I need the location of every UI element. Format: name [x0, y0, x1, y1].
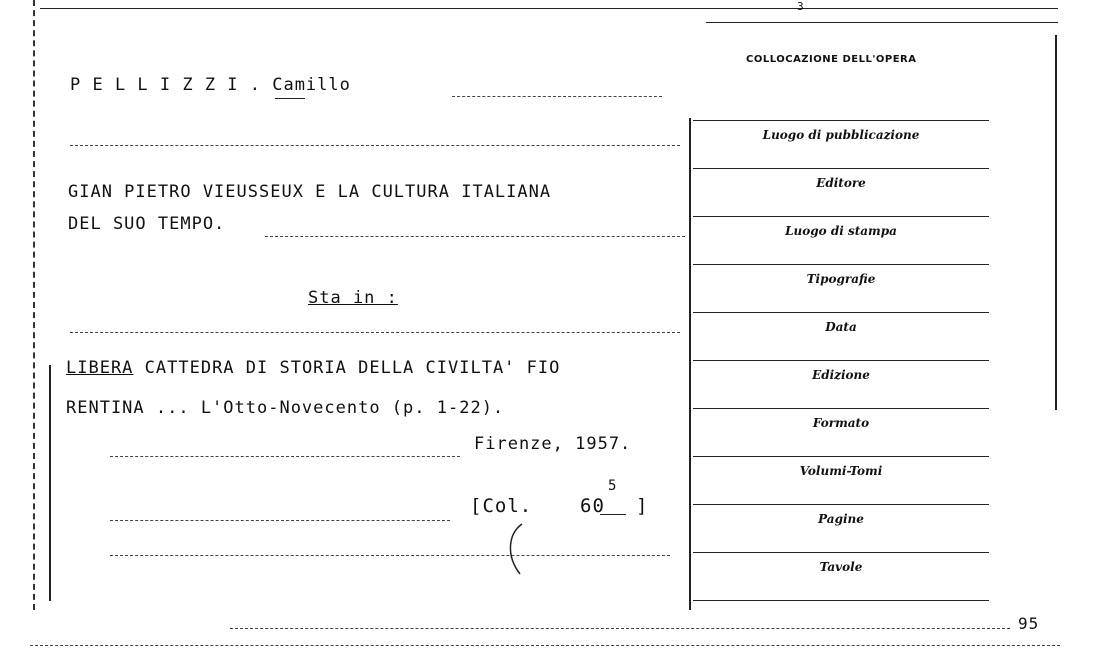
- bottom-border: [30, 645, 1060, 646]
- field-rule: [693, 504, 989, 505]
- page-number: 95: [1018, 614, 1040, 633]
- collocation-open: [Col.: [470, 495, 533, 517]
- title-line-2: DEL SUO TEMPO.: [68, 214, 226, 234]
- place-dash: [110, 456, 460, 457]
- author-underline: [275, 98, 305, 99]
- field-label: Luogo di stampa: [785, 224, 897, 238]
- field-label: Luogo di pubblicazione: [762, 128, 920, 142]
- field-rule: [693, 408, 989, 409]
- collocation-number: 60: [580, 495, 605, 517]
- field-rule: [693, 312, 989, 313]
- field-rule: [693, 552, 989, 553]
- field-rule: [693, 360, 989, 361]
- right-border: [1055, 35, 1057, 410]
- top-border: [40, 8, 1058, 9]
- sep-line-1: [70, 145, 680, 146]
- bottom-dots: [230, 628, 1010, 629]
- left-punch-edge: [33, 0, 35, 610]
- field-label: Formato: [812, 416, 870, 430]
- source-line-1-rest: CATTEDRA DI STORIA DELLA CIVILTA' FIO: [133, 358, 561, 378]
- field-rule: [693, 168, 989, 169]
- top-right-rule: [706, 22, 1058, 23]
- author-heading: P E L L I Z Z I . Camillo: [70, 75, 351, 95]
- field-label: Tipografie: [806, 272, 876, 286]
- left-dash-1: [110, 520, 450, 521]
- collocation-superscript: 5: [608, 478, 618, 494]
- place-year: Firenze, 1957.: [474, 434, 632, 454]
- title-line-1: GIAN PIETRO VIEUSSEUX E LA CULTURA ITALIANA: [68, 182, 552, 202]
- left-border: [49, 365, 51, 601]
- source-line-1: [66, 358, 560, 378]
- sta-in-label: Sta in :: [308, 288, 398, 308]
- field-label: Editore: [816, 176, 866, 190]
- field-rule-final: [693, 600, 989, 601]
- author-dash: [452, 96, 662, 97]
- field-label: Pagine: [818, 512, 864, 526]
- collocation-header: COLLOCAZIONE DELL'OPERA: [746, 54, 917, 65]
- field-rule: [693, 216, 989, 217]
- source-line-2: RENTINA ... L'Otto-Novecento (p. 1-22).: [66, 398, 505, 418]
- title-dash: [265, 236, 685, 237]
- handwritten-stroke: [500, 520, 540, 580]
- field-rule: [693, 456, 989, 457]
- field-rule: [693, 120, 989, 121]
- field-rule: [693, 264, 989, 265]
- source-underlined-word: LIBERA: [66, 358, 134, 378]
- field-label: Volumi-Tomi: [799, 464, 883, 478]
- field-label: Tavole: [819, 560, 863, 574]
- top-mark: 3: [797, 0, 805, 13]
- panel-divider: [689, 118, 691, 610]
- sep-line-2: [70, 332, 680, 333]
- collocation-underline: [600, 514, 626, 515]
- left-dash-2: [110, 555, 670, 556]
- collocation-close: ]: [636, 495, 649, 517]
- field-label: Data: [825, 320, 857, 334]
- field-label: Edizione: [812, 368, 870, 382]
